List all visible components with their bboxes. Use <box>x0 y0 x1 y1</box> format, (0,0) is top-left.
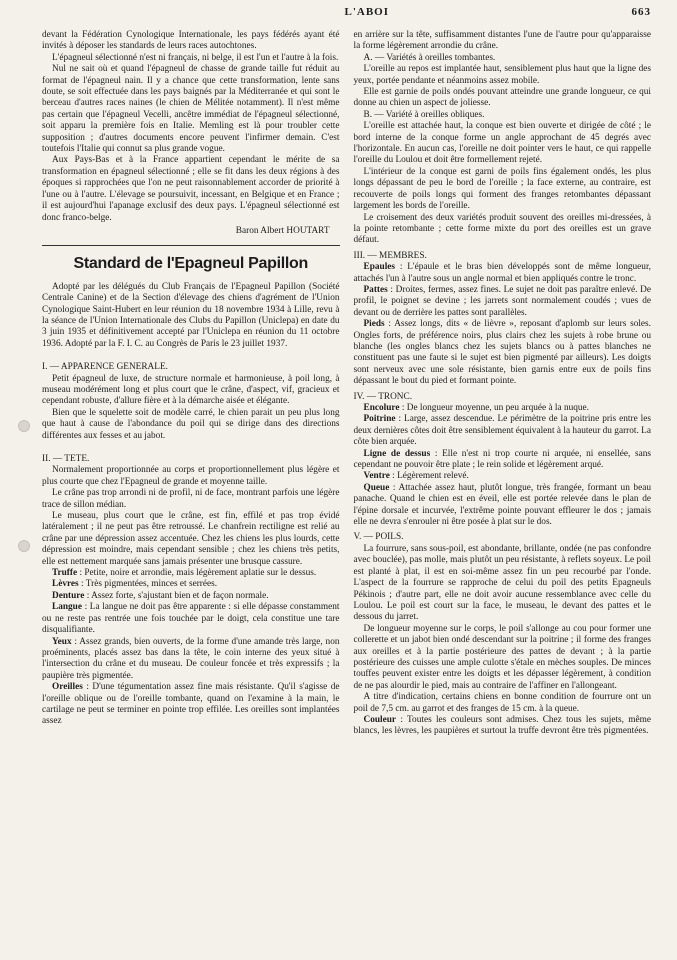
paragraph <box>42 568 340 579</box>
term-label: Lèvres <box>52 579 79 590</box>
paragraph: A titre d'indication, certains chiens en bonne condition de fourrure ont un poil de 7,5 cm. au garrot et des franges de 15 cm. à la queue. <box>353 692 651 714</box>
term-text: : Très pigmentées, minces et serrées. <box>78 579 218 590</box>
paragraph <box>42 682 340 728</box>
paragraph <box>354 403 652 414</box>
term-text: : Petite, noire et arrondie, mais légèrement aplatie sur le dessus. <box>77 568 317 579</box>
paragraph: L'oreille est attachée haut, la conque est bien ouverte et dirigée de côté ; le bord interne de la conque forme un angle approchant de 45 degrés avec l'horizontale. En aucun cas, l'oreille ne doit pointer vers le haut, ce qui rappelle l'oreille du Loulou et doit être formellement rejeté. <box>353 121 651 166</box>
term-text: : Droites, fermes, assez fines. Le sujet ne doit pas paraître enlevé. De profil, le poignet se devine ; les jarrets sont normalement coudés ; vues de devant ou de derrière les pattes sont parallèles. <box>353 284 651 318</box>
subheading: B. — Variété à oreilles obliques. <box>363 109 485 120</box>
paragraph <box>354 262 652 285</box>
term-label: Ventre <box>363 471 390 482</box>
paragraph <box>354 471 652 482</box>
paragraph <box>42 591 340 602</box>
left-column <box>42 30 340 738</box>
article-title: Standard de l'Epagneul Papillon <box>73 255 309 273</box>
binder-hole <box>18 420 30 432</box>
term-label: Truffe <box>52 568 78 579</box>
paragraph <box>354 414 652 448</box>
journal-title: L'ABOI <box>344 6 389 18</box>
paragraph <box>354 285 652 319</box>
paragraph <box>354 715 652 738</box>
paragraph <box>354 483 652 529</box>
term-label: Denture <box>52 590 85 601</box>
term-text: : Assez longs, dits « de lièvre », reposant d'aplomb sur leurs soles. Ongles forts, de préférence noirs, plus clairs chez les sujets à robe brune ou blanche (les ongles blancs chez les sujets blancs ou à pattes blanches ne constituent pas une faute si le sujet est bien pigmenté par ailleurs). Les doigts sont nerveux avec une sole résistante, bien garnis entre eux de poils fins dépassant le bout du pied et formant pointe. <box>353 319 651 387</box>
paragraph: Aux Pays-Bas et à la France appartient cependant le mérite de sa transformation en épagneul sélectionné ; elle se fit dans les deux régions à des époques si rapprochées que l'on ne peut raisonnablement accorder de priorité à l'une ou à l'autre. L'élevage se poursuivit, incessant, en Belgique et en France ; il est aujourd'hui l'apanage exclusif des deux pays. L'épagneul sélectionné est donc franco-belge. <box>42 155 340 223</box>
term-text: : La langue ne doit pas être apparente : si elle dépasse constamment ou ne reste pas rentrée une fois touchée par le doigt, cela constitue une tare disqualifiante. <box>42 602 340 636</box>
paragraph: Petit épagneul de luxe, de structure normale et harmonieuse, à poil long, à museau modérément long et plus court que le crâne, d'aspect, vif, gracieux et cependant robuste, d'allure fière et à la démarche aisée et élégante. <box>42 373 340 407</box>
paragraph: De longueur moyenne sur le corps, le poil s'allonge au cou pour former une collerette et un jabot bien ondé descendant sur la poitrine ; il forme des franges aux oreilles et à la partie postérieure des pattes de devant ; à la partie postérieure des cuisses une ample culotte s'étale en mèches souples. De minces touffes peuvent exister entre les doigts et les dépasser légèrement, à condition de ne pas alourdir le pied, mais au contraire de l'affiner en l'allongeant. <box>353 623 651 691</box>
section-heading: V. — POILS. <box>353 532 404 543</box>
paragraph: en arrière sur la tête, suffisamment distantes l'une de l'autre pour qu'apparaisse la forme légèrement arrondie du crâne. <box>353 30 651 52</box>
section-heading: IV. — TRONC. <box>353 391 413 402</box>
term-text: : Assez forte, s'ajustant bien et de façon normale. <box>84 590 269 601</box>
term-label: Couleur <box>363 714 397 725</box>
page-header <box>42 6 651 26</box>
term-label: Oreilles <box>52 682 83 693</box>
divider <box>42 245 340 246</box>
paragraph <box>354 319 652 387</box>
paragraph: devant la Fédération Cynologique Internationale, les pays fédérés ayant été invités à déposer les standards de leurs races autochtones. <box>42 30 340 52</box>
paragraph <box>42 637 340 683</box>
paragraph: Bien que le squelette soit de modèle carré, le chien parait un peu plus long que haut à cause de l'abondance du poil qui se dirige dans des directions différentes aux fesses et au jabot. <box>42 407 340 441</box>
term-label: Encolure <box>363 403 400 413</box>
term-text: : L'épaule et le bras bien développés sont de même longueur, attachés l'un à l'autre sous un angle normal et bien appliqués contre le tronc. <box>353 262 651 284</box>
paragraph: Normalement proportionnée au corps et proportionnellement plus légère et plus courte que chez l'Epagneul de grande et moyenne taille. <box>42 465 340 487</box>
paragraph: La fourrure, sans sous-poil, est abondante, brillante, ondée (ne pas confondre avec bouclée), pas molle, mais plutôt un peu résistante, à reflets soyeux. Le poil est planté à plat, il est en soi-même assez fin un peu recourbé par l'onde. L'aspect de la fourrure se rapproche de celui du poil des petits Epagneuls Pékinois ; d'autre part, elle ne doit avoir aucune ressemblance avec celle du Loulou. Le poil est court sur la face, le museau, le devant des pattes et le dessous du jarret. <box>353 543 651 623</box>
paragraph: L'oreille au repos est implantée haut, sensiblement plus haut que la ligne des yeux, portée pendante et néanmoins assez mobile. <box>353 64 651 86</box>
term-text: : Elle n'est ni trop courte ni arquée, ni ensellée, sans cependant ne pouvoir être plate ; le rein solide et légèrement arqué. <box>353 448 651 471</box>
page-number: 663 <box>631 6 651 18</box>
term-label: Queue <box>363 482 390 493</box>
term-label: Pieds <box>363 319 385 330</box>
signature: Baron Albert HOUTART <box>235 225 330 236</box>
paragraph <box>42 579 340 590</box>
intro-paragraph: Adopté par les délégués du Club Français de l'Epagneul Papillon (Société Centrale Canine) et de la Section d'élevage des chiens d'agrément de l'Union Cynologique Saint-Hubert en leur réunion du 18 novembre 1934 à Lille, revu à la séance de l'Union Internationale des Clubs du Papillon (Uniclepa) en date du 3 juin 1935 et définitivement accepté par l'Uniclepa en réunion du 11 octobre 1936. Adopté par la F. I. C. au Congrès de Paris le 23 juillet 1937. <box>42 281 340 349</box>
term-text: : Assez grands, bien ouverts, de la forme d'une amande très large, non proéminents, placés assez bas dans la tête, le coin interne des yeux situé à l'intersection du crâne et du museau. De couleur foncée et très expressifs ; la paupière très pigmentée. <box>42 636 340 681</box>
term-label: Epaules <box>363 262 396 273</box>
term-text: : Légèrement relevé. <box>389 471 469 482</box>
right-column <box>354 30 652 738</box>
term-text: : D'une tégumentation assez fine mais résistante. Qu'il s'agisse de l'oreille oblique ou de l'oreille tombante, quand on l'examine à la main, le cartilage ne peut se terminer en pointe trop effilée. Les oreilles sont implantées assez <box>42 682 340 727</box>
term-label: Yeux <box>52 636 72 647</box>
term-text: : De longueur moyenne, un peu arquée à la nuque. <box>399 403 589 413</box>
term-label: Pattes <box>363 284 388 295</box>
term-text: : Large, assez descendue. Le périmètre de la poitrine pris entre les deux dernières côtes doit être sensiblement équivalent à la hauteur du garrot. La côte bien arquée. <box>353 414 651 448</box>
paragraph: Nul ne sait où et quand l'épagneul de chasse de grande taille fut réduit au format de l'épagneul nain. Il y a chance que cette transformation, lente sans doute, se soit effectuée dans les pays baignés par la Méditerranée et qui sont le berceau d'autres races naines (le chien de Mélitée notamment). Il n'est même pas certain que l'épagneul Vecelli, ancêtre immédiat de l'épagneul sélectionné, soit apparu la première fois en Italie. Memling est là pour troubler cette supposition ; d'autres documents encore peuvent l'infirmer demain. C'est toutefois l'Italie qui connut sa plus grande vogue. <box>42 64 340 155</box>
paragraph <box>42 602 340 636</box>
term-label: Ligne de dessus <box>363 448 431 459</box>
term-label: Poitrine <box>363 414 396 425</box>
term-label: Langue <box>52 602 82 613</box>
paragraph: L'épagneul sélectionné n'est ni français, ni belge, il est l'un et l'autre à la fois. <box>52 52 339 63</box>
paragraph: Le croisement des deux variétés produit souvent des oreilles mi-dressées, à la pointe retombante ; cette forme mixte du port des oreilles est un grave défaut. <box>353 212 651 246</box>
section-heading: II. — TETE. <box>42 454 90 464</box>
paragraph: L'intérieur de la conque est garni de poils fins également ondés, les plus longs dépassant de peu le bord de l'oreille ; la face externe, au contraire, est recouverte de poils longs qui forment des franges retombantes dépassant largement les bords de l'oreille. <box>353 166 651 212</box>
subheading: A. — Variétés à oreilles tombantes. <box>363 52 496 63</box>
paragraph: Le museau, plus court que le crâne, est fin, effilé et pas trop évidé latéralement ; il ne peut pas être retroussé. Le chanfrein rectiligne est relié au crâne par une dépression assez accentuée. Chez les chiens les plus lourds, cette dépression est moindre, mais cependant sensible ; chez les chiens très petits, elle est nettement marquée sans jamais présenter une brusque cassure. <box>42 511 340 567</box>
paragraph <box>354 449 652 472</box>
section-heading: I. — APPARENCE GENERALE. <box>42 362 168 373</box>
term-text: : Attachée assez haut, plutôt longue, très frangée, formant un beau panache. Quand le chien est en éveil, elle est portée relevée dans le plan de l'épine dorsale et incurvée, l'extrême pointe pouvant effleurer le dos ; jamais elle ne devra s'enrouler ni être posée à plat sur le dos. <box>353 482 651 528</box>
paragraph: Le crâne pas trop arrondi ni de profil, ni de face, montrant parfois une légère trace de sillon médian. <box>42 488 340 510</box>
term-text: : Toutes les couleurs sont admises. Chez tous les sujets, même blancs, les lèvres, les paupières et surtout la truffe devront être très pigmentées. <box>353 714 651 737</box>
binder-hole <box>18 540 30 552</box>
section-heading: III. — MEMBRES. <box>353 250 427 261</box>
paragraph: Elle est garnie de poils ondés pouvant atteindre une grande longueur, ce qui donne au chien un aspect de joliesse. <box>353 87 651 109</box>
